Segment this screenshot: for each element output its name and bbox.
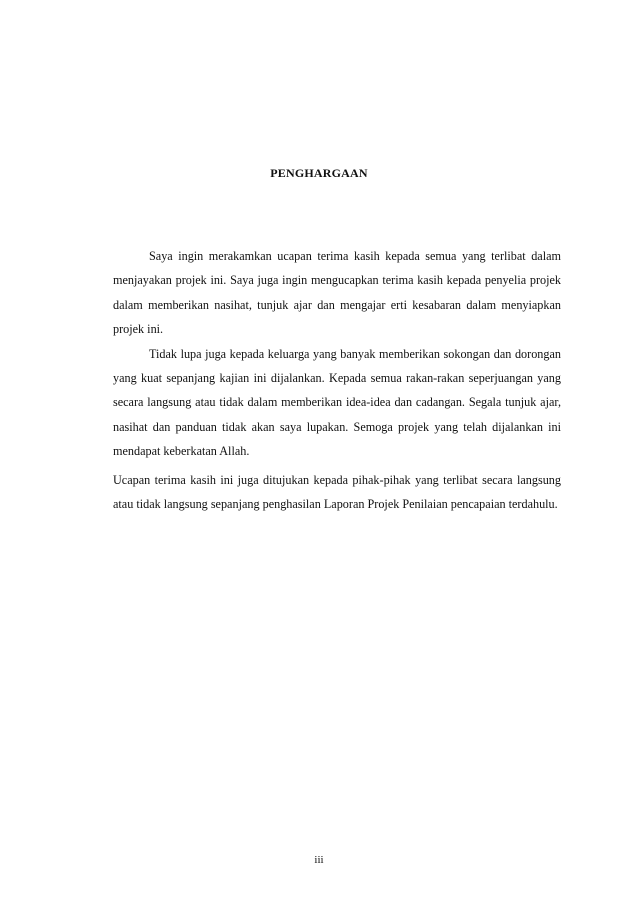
paragraph-1: Saya ingin merakamkan ucapan terima kasih kepada semua yang terlibat dalam menjayakan projek ini. Saya juga ingin mengucapkan terima kasih kepada penyelia projek dalam memberikan nasihat, tunjuk ajar dan mengajar erti kesabaran dalam menyiapkan projek ini. xyxy=(113,249,561,337)
acknowledgement-closing xyxy=(113,468,561,517)
paragraph-2: Tidak lupa juga kepada keluarga yang banyak memberikan sokongan dan dorongan yang kuat sepanjang kajian ini dijalankan. Kepada semua rakan-rakan seperjuangan yang secara langsung atau tidak dalam memberikan idea-idea dan cadangan. Segala tunjuk ajar, nasihat dan panduan tidak akan saya lupakan. Semoga projek yang telah dijalankan ini mendapat keberkatan Allah. xyxy=(113,346,561,459)
paragraph-3: Ucapan terima kasih ini juga ditujukan kepada pihak-pihak yang terlibat secara langsung atau tidak langsung sepanjang penghasilan Laporan Projek Penilaian pencapaian terdahulu. xyxy=(113,473,561,512)
page-number: iii xyxy=(314,854,324,866)
acknowledgement-body xyxy=(113,244,561,464)
page-title: PENGHARGAAN xyxy=(270,166,368,180)
